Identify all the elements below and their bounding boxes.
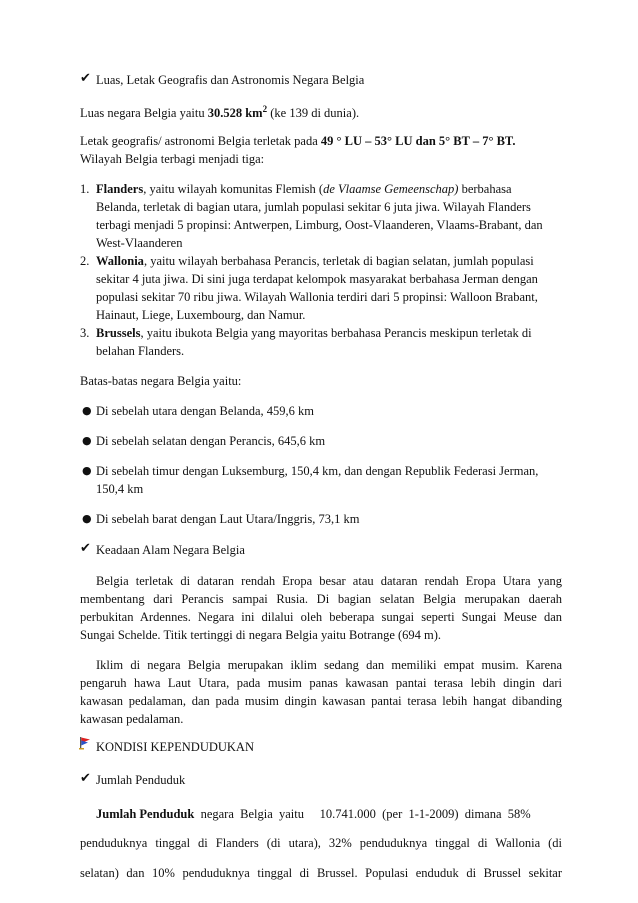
section-heading-penduduk: Jumlah Penduduk xyxy=(96,773,186,787)
luas-paragraph xyxy=(80,100,562,123)
wallonia-line-4: Hainaut, Liege, Luxembourg, dan Namur. xyxy=(96,308,306,322)
penduduk-bold: Jumlah Penduduk xyxy=(96,807,195,821)
wallonia-text: , yaitu wilayah berbahasa Perancis, terletak di bagian selatan, jumlah populasi xyxy=(143,254,534,268)
wallonia-name: Wallonia xyxy=(96,254,144,268)
alam-p1-line-2: membentang dari Perancis sampai Rusia. Di bagian selatan Belgia merupakan daerah xyxy=(80,592,562,606)
bullet-icon: ● xyxy=(82,404,92,417)
alam-p1-line-4: Sungai Schelde. Titik tertinggi di negara Belgia yaitu Botrange (694 m). xyxy=(80,628,442,642)
batas-barat: Di sebelah barat dengan Laut Utara/Inggris, 73,1 km xyxy=(96,512,360,526)
penduduk-line-1 xyxy=(96,805,562,824)
check-icon: ✔ xyxy=(80,541,91,556)
batas-selatan: Di sebelah selatan dengan Perancis, 645,6 km xyxy=(96,434,326,448)
wallonia-line-3: populasi sekitar 70 ribu jiwa. Wilayah Wallonia terdiri dari 5 propinsi: Walloon Brabant, xyxy=(96,290,538,304)
luas-superscript: 2 xyxy=(262,104,268,114)
flanders-line-4: West-Vlaanderen xyxy=(96,236,183,250)
bullet-icon: ● xyxy=(82,434,92,447)
bullet-icon: ● xyxy=(82,464,92,477)
flag-icon xyxy=(78,736,92,750)
section-heading-alam: Keadaan Alam Negara Belgia xyxy=(96,543,245,557)
letak-value: 49 ° LU – 53° LU dan 5° BT – 7° BT. xyxy=(320,134,516,148)
flanders-italic: de Vlaamse Gemeenschap) xyxy=(323,182,459,196)
list-item-wallonia xyxy=(96,252,562,271)
alam-p1-line-3: perbukitan Ardennes. Negara ini dilalui oleh beberapa sungai seperti Sungai Meuse dan xyxy=(80,610,562,624)
luas-value: 30.528 km xyxy=(207,106,263,121)
bullet-icon: ● xyxy=(82,512,92,525)
list-number: 2. xyxy=(80,254,90,268)
alam-p1-line-1: Belgia terletak di dataran rendah Eropa besar atau dataran rendah Eropa Utara yang xyxy=(96,574,562,588)
wilayah-line: Wilayah Belgia terbagi menjadi tiga: xyxy=(80,152,265,166)
section-heading-geografi: Luas, Letak Geografis dan Astronomis Negara Belgia xyxy=(96,73,365,87)
check-icon: ✔ xyxy=(80,71,91,86)
section-heading-kependudukan: KONDISI KEPENDUDUKAN xyxy=(96,740,254,754)
penduduk-line-2: penduduknya tinggal di Flanders (di utara), 32% penduduknya tinggal di Wallonia (di xyxy=(80,836,562,850)
list-item-brussels xyxy=(96,324,562,343)
batas-intro: Batas-batas negara Belgia yaitu: xyxy=(80,374,242,388)
flanders-name: Flanders xyxy=(96,182,144,196)
letak-line xyxy=(80,132,562,151)
luas-rank: (ke 139 di dunia). xyxy=(267,106,360,121)
flanders-text: , yaitu wilayah komunitas Flemish ( xyxy=(143,182,324,196)
penduduk-text: negara Belgia yaitu 10.741.000 (per 1-1-2009) dimana 58% xyxy=(194,807,531,821)
list-item-flanders xyxy=(96,180,562,199)
penduduk-line-3: selatan) dan 10% penduduknya tinggal di Brussel. Populasi enduduk di Brussel sekitar xyxy=(80,866,562,880)
alam-p2-line-2: pengaruh hawa Laut Utara, pada musim panas kawasan pantai terasa lebih dingin dari xyxy=(80,676,562,690)
luas-text: Luas negara Belgia yaitu xyxy=(80,106,208,121)
alam-p2-line-4: kawasan pedalaman. xyxy=(80,712,184,726)
letak-text: Letak geografis/ astronomi Belgia terletak pada xyxy=(80,134,321,148)
batas-timur: Di sebelah timur dengan Luksemburg, 150,4 km, dan dengan Republik Federasi Jerman, xyxy=(96,464,539,478)
batas-timur-2: 150,4 km xyxy=(96,482,144,496)
flanders-line-2: Belanda, terletak di bagian utara, jumlah populasi sekitar 6 juta jiwa. Wilayah Flanders xyxy=(96,200,531,214)
flanders-line-3: terbagi menjadi 5 propinsi: Antwerpen, Limburg, Oost-Vlaanderen, Vlaams-Brabant, dan xyxy=(96,218,543,232)
brussels-text: , yaitu ibukota Belgia yang mayoritas berbahasa Perancis meskipun terletak di xyxy=(140,326,532,340)
brussels-name: Brussels xyxy=(96,326,141,340)
brussels-line-2: belahan Flanders. xyxy=(96,344,185,358)
wallonia-line-2: sekitar 4 juta jiwa. Di sini juga terdapat kelompok masyarakat berbahasa Jerman dengan xyxy=(96,272,538,286)
flanders-text-end: berbahasa xyxy=(458,182,512,196)
alam-p2-line-1: Iklim di negara Belgia merupakan iklim sedang dan memiliki empat musim. Karena xyxy=(96,658,562,672)
alam-p2-line-3: kawasan pedalaman, dan pada musim dingin kawasan pantai terasa lebih hangat dibanding xyxy=(80,694,562,708)
batas-utara: Di sebelah utara dengan Belanda, 459,6 km xyxy=(96,404,314,418)
list-number: 3. xyxy=(80,326,90,340)
list-number: 1. xyxy=(80,182,90,196)
check-icon: ✔ xyxy=(80,771,91,786)
